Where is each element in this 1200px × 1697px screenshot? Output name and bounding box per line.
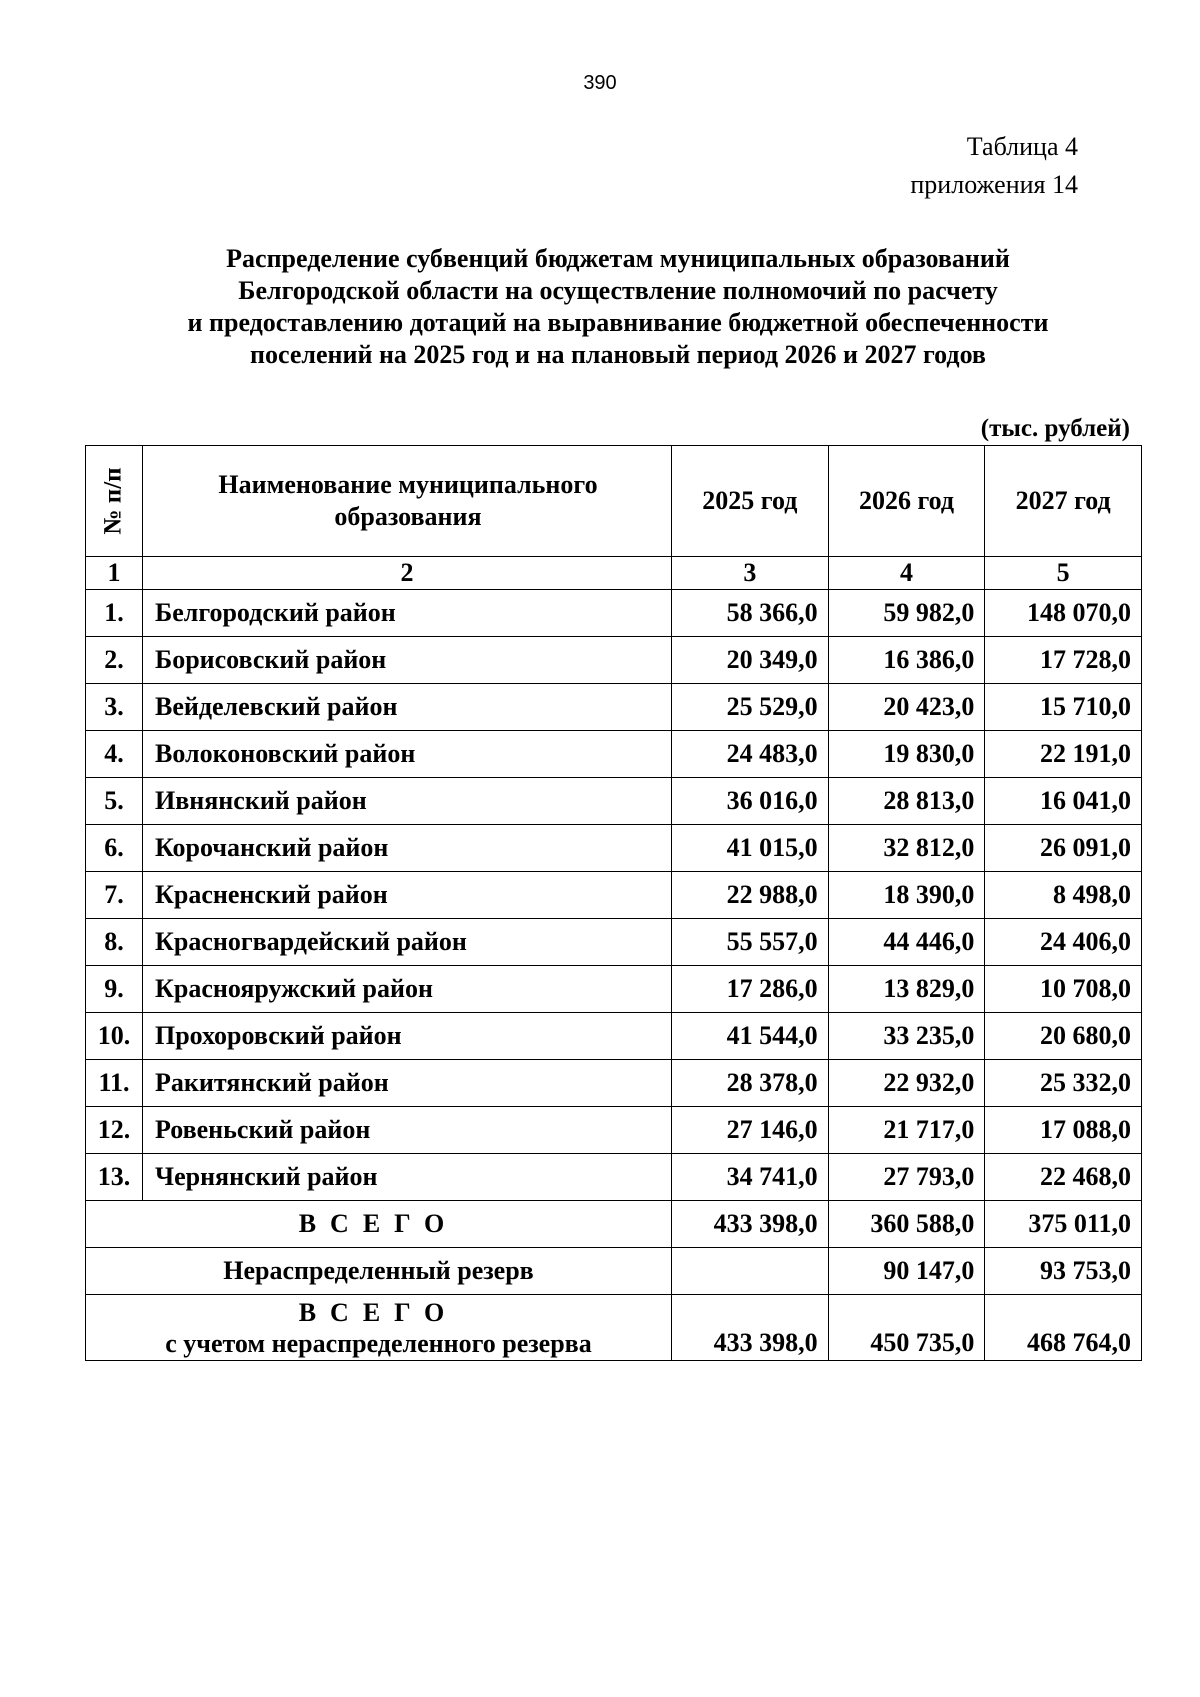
reserve-value-2027: 93 753,0 (985, 1248, 1142, 1295)
row-value-2027: 17 728,0 (985, 637, 1142, 684)
row-name: Белгородский район (143, 590, 672, 637)
row-number: 5. (86, 778, 143, 825)
row-value-2026: 33 235,0 (828, 1013, 985, 1060)
row-name: Ивнянский район (143, 778, 672, 825)
row-name: Прохоровский район (143, 1013, 672, 1060)
table-row (86, 637, 1142, 684)
total-with-reserve-value-2027: 468 764,0 (985, 1295, 1142, 1361)
total-with-reserve-row (86, 1295, 1142, 1361)
row-value-2027: 24 406,0 (985, 919, 1142, 966)
row-value-2026: 19 830,0 (828, 731, 985, 778)
row-value-2025: 58 366,0 (672, 590, 829, 637)
page-number: 390 (583, 72, 617, 94)
header-name-line-1: Наименование муниципального (218, 470, 598, 499)
subventions-table (85, 445, 1142, 1361)
row-value-2027: 22 468,0 (985, 1154, 1142, 1201)
table-row (86, 778, 1142, 825)
row-value-2027: 26 091,0 (985, 825, 1142, 872)
row-number: 10. (86, 1013, 143, 1060)
appendix-line-annex: приложения 14 (910, 170, 1078, 199)
reserve-label: Нераспределенный резерв (86, 1248, 672, 1295)
table-row (86, 966, 1142, 1013)
row-value-2027: 10 708,0 (985, 966, 1142, 1013)
header-name (143, 446, 672, 557)
column-number: 3 (672, 557, 829, 590)
row-name: Вейделевский район (143, 684, 672, 731)
units-label: (тыс. рублей) (980, 415, 1130, 442)
table-row (86, 872, 1142, 919)
row-number: 6. (86, 825, 143, 872)
row-value-2026: 16 386,0 (828, 637, 985, 684)
header-number (86, 446, 143, 557)
row-value-2026: 44 446,0 (828, 919, 985, 966)
column-number: 4 (828, 557, 985, 590)
appendix-line-table: Таблица 4 (966, 132, 1078, 161)
row-value-2025: 41 544,0 (672, 1013, 829, 1060)
row-value-2027: 22 191,0 (985, 731, 1142, 778)
row-name: Красногвардейский район (143, 919, 672, 966)
row-value-2025: 34 741,0 (672, 1154, 829, 1201)
header-2027: 2027 год (985, 446, 1142, 557)
row-number: 1. (86, 590, 143, 637)
header-name-line-2: образования (334, 502, 482, 531)
table-row (86, 1107, 1142, 1154)
row-value-2026: 27 793,0 (828, 1154, 985, 1201)
row-value-2027: 8 498,0 (985, 872, 1142, 919)
row-value-2025: 25 529,0 (672, 684, 829, 731)
row-value-2025: 41 015,0 (672, 825, 829, 872)
row-number: 12. (86, 1107, 143, 1154)
table-row (86, 1060, 1142, 1107)
row-number: 4. (86, 731, 143, 778)
row-value-2026: 32 812,0 (828, 825, 985, 872)
total-with-reserve-label-line-2: с учетом нераспределенного резерва (165, 1328, 592, 1358)
table-header-row (86, 446, 1142, 557)
title-line-3: и предоставлению дотаций на выравнивание бюджетной обеспеченности (187, 308, 1049, 337)
total-with-reserve-label (86, 1295, 672, 1361)
row-name: Корочанский район (143, 825, 672, 872)
row-name: Чернянский район (143, 1154, 672, 1201)
reserve-row (86, 1248, 1142, 1295)
table-row (86, 825, 1142, 872)
row-number: 13. (86, 1154, 143, 1201)
header-2026: 2026 год (828, 446, 985, 557)
title-line-2: Белгородской области на осуществление полномочий по расчету (238, 276, 998, 305)
row-value-2025: 36 016,0 (672, 778, 829, 825)
title-line-1: Распределение субвенций бюджетам муниципальных образований (226, 244, 1010, 273)
row-value-2027: 16 041,0 (985, 778, 1142, 825)
table-row (86, 684, 1142, 731)
row-value-2026: 59 982,0 (828, 590, 985, 637)
document-title (100, 243, 1136, 371)
row-value-2027: 20 680,0 (985, 1013, 1142, 1060)
row-value-2025: 24 483,0 (672, 731, 829, 778)
row-name: Ровеньский район (143, 1107, 672, 1154)
row-value-2026: 21 717,0 (828, 1107, 985, 1154)
row-name: Краснояружский район (143, 966, 672, 1013)
row-number: 3. (86, 684, 143, 731)
row-value-2027: 15 710,0 (985, 684, 1142, 731)
header-number-label: № п/п (100, 467, 128, 535)
row-number: 11. (86, 1060, 143, 1107)
row-value-2025: 27 146,0 (672, 1107, 829, 1154)
row-number: 8. (86, 919, 143, 966)
total-value-2025: 433 398,0 (672, 1201, 829, 1248)
total-with-reserve-label-line-1: ВСЕГО (298, 1297, 459, 1327)
header-2025: 2025 год (672, 446, 829, 557)
reserve-value-2025 (672, 1248, 829, 1295)
row-name: Борисовский район (143, 637, 672, 684)
row-value-2025: 55 557,0 (672, 919, 829, 966)
reserve-value-2026: 90 147,0 (828, 1248, 985, 1295)
row-value-2026: 22 932,0 (828, 1060, 985, 1107)
total-with-reserve-value-2026: 450 735,0 (828, 1295, 985, 1361)
table-row (86, 1154, 1142, 1201)
row-name: Волоконовский район (143, 731, 672, 778)
row-value-2025: 17 286,0 (672, 966, 829, 1013)
row-name: Ракитянский район (143, 1060, 672, 1107)
table-row (86, 731, 1142, 778)
row-number: 7. (86, 872, 143, 919)
column-numbers-row (86, 557, 1142, 590)
title-line-4: поселений на 2025 год и на плановый период 2026 и 2027 годов (250, 340, 986, 369)
table-row (86, 919, 1142, 966)
table-row (86, 1013, 1142, 1060)
row-value-2025: 20 349,0 (672, 637, 829, 684)
row-value-2026: 20 423,0 (828, 684, 985, 731)
table-row (86, 590, 1142, 637)
column-number: 5 (985, 557, 1142, 590)
row-value-2026: 18 390,0 (828, 872, 985, 919)
total-row (86, 1201, 1142, 1248)
row-value-2027: 25 332,0 (985, 1060, 1142, 1107)
row-name: Красненский район (143, 872, 672, 919)
total-value-2026: 360 588,0 (828, 1201, 985, 1248)
column-number: 2 (143, 557, 672, 590)
column-number: 1 (86, 557, 143, 590)
row-value-2026: 13 829,0 (828, 966, 985, 1013)
row-value-2025: 28 378,0 (672, 1060, 829, 1107)
row-value-2025: 22 988,0 (672, 872, 829, 919)
row-value-2027: 148 070,0 (985, 590, 1142, 637)
row-value-2027: 17 088,0 (985, 1107, 1142, 1154)
total-with-reserve-value-2025: 433 398,0 (672, 1295, 829, 1361)
appendix-reference (910, 128, 1078, 204)
row-number: 9. (86, 966, 143, 1013)
row-value-2026: 28 813,0 (828, 778, 985, 825)
row-number: 2. (86, 637, 143, 684)
total-label: ВСЕГО (86, 1201, 672, 1248)
total-value-2027: 375 011,0 (985, 1201, 1142, 1248)
